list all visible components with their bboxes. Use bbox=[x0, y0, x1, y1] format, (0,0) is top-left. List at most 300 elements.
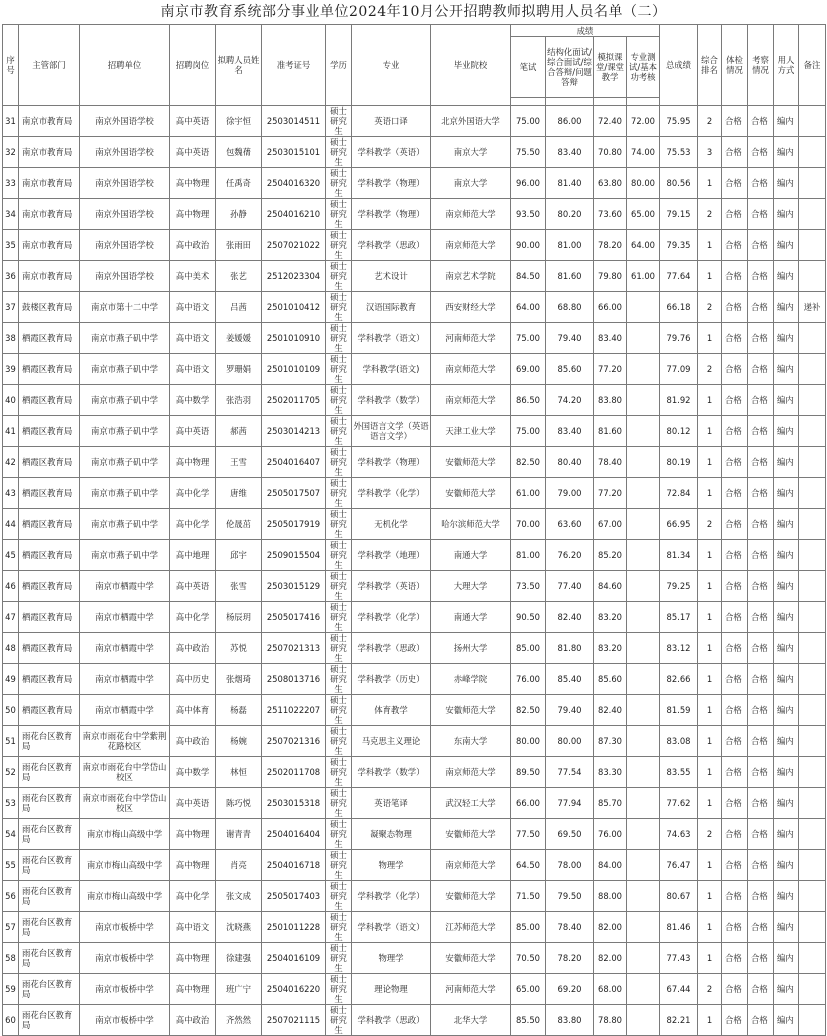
cell-structured: 79.40 bbox=[546, 323, 594, 354]
cell-structured: 76.20 bbox=[546, 540, 594, 571]
cell-post: 高中物理 bbox=[170, 819, 216, 850]
cell-rank: 1 bbox=[698, 261, 722, 292]
table-row bbox=[3, 261, 826, 292]
header-dept: 主管部门 bbox=[19, 25, 80, 106]
cell-structured: 79.50 bbox=[546, 881, 594, 912]
cell-ticket: 2504016109 bbox=[262, 943, 326, 974]
cell-school: 南京师范大学 bbox=[431, 354, 511, 385]
cell-inspect: 合格 bbox=[748, 726, 774, 757]
cell-school: 安徽师范大学 bbox=[431, 881, 511, 912]
cell-rank: 1 bbox=[698, 633, 722, 664]
cell-skill bbox=[627, 695, 660, 726]
cell-name: 张烟琦 bbox=[216, 664, 262, 695]
cell-physical: 合格 bbox=[722, 1005, 748, 1036]
table-row bbox=[3, 788, 826, 819]
cell-rank: 1 bbox=[698, 881, 722, 912]
cell-edu: 硕士研究生 bbox=[326, 726, 352, 757]
cell-structured: 79.40 bbox=[546, 695, 594, 726]
cell-name: 班广宁 bbox=[216, 974, 262, 1005]
cell-inspect: 合格 bbox=[748, 292, 774, 323]
cell-name: 杨磊 bbox=[216, 695, 262, 726]
cell-skill: 74.00 bbox=[627, 137, 660, 168]
cell-name: 任禹奇 bbox=[216, 168, 262, 199]
cell-rank: 2 bbox=[698, 974, 722, 1005]
cell-name: 姜媛媛 bbox=[216, 323, 262, 354]
cell-dept: 雨花台区教育局 bbox=[19, 850, 80, 881]
cell-hire: 编内 bbox=[774, 664, 799, 695]
cell-ticket: 2503014511 bbox=[262, 106, 326, 137]
cell-ticket: 2503014213 bbox=[262, 416, 326, 447]
cell-major: 学科教学（思政） bbox=[352, 633, 431, 664]
header-seq: 序号 bbox=[3, 25, 19, 106]
cell-school: 西安财经大学 bbox=[431, 292, 511, 323]
cell-dept: 南京市教育局 bbox=[19, 199, 80, 230]
cell-physical: 合格 bbox=[722, 168, 748, 199]
cell-remark bbox=[799, 912, 826, 943]
cell-remark bbox=[799, 447, 826, 478]
cell-hire: 编内 bbox=[774, 478, 799, 509]
cell-structured: 68.80 bbox=[546, 292, 594, 323]
cell-seq: 52 bbox=[3, 757, 19, 788]
cell-physical: 合格 bbox=[722, 416, 748, 447]
cell-unit: 南京市栖霞中学 bbox=[80, 571, 170, 602]
cell-post: 高中语文 bbox=[170, 912, 216, 943]
cell-seq: 44 bbox=[3, 509, 19, 540]
cell-major: 学科教学（化学） bbox=[352, 478, 431, 509]
cell-name: 王雪 bbox=[216, 447, 262, 478]
cell-dept: 雨花台区教育局 bbox=[19, 974, 80, 1005]
cell-school: 天津工业大学 bbox=[431, 416, 511, 447]
cell-school: 安徽师范大学 bbox=[431, 447, 511, 478]
cell-remark bbox=[799, 509, 826, 540]
cell-total: 79.76 bbox=[660, 323, 698, 354]
cell-school: 南京师范大学 bbox=[431, 199, 511, 230]
cell-inspect: 合格 bbox=[748, 447, 774, 478]
cell-unit: 南京市栖霞中学 bbox=[80, 695, 170, 726]
cell-name: 肖亮 bbox=[216, 850, 262, 881]
cell-dept: 南京市教育局 bbox=[19, 137, 80, 168]
cell-ticket: 2503015101 bbox=[262, 137, 326, 168]
cell-physical: 合格 bbox=[722, 788, 748, 819]
cell-rank: 2 bbox=[698, 106, 722, 137]
cell-post: 高中语文 bbox=[170, 323, 216, 354]
cell-edu: 硕士研究生 bbox=[326, 478, 352, 509]
cell-total: 81.92 bbox=[660, 385, 698, 416]
cell-edu: 硕士研究生 bbox=[326, 447, 352, 478]
cell-major: 学科教学（英语） bbox=[352, 137, 431, 168]
cell-written: 81.00 bbox=[511, 540, 546, 571]
cell-hire: 编内 bbox=[774, 540, 799, 571]
cell-unit: 南京市板桥中学 bbox=[80, 943, 170, 974]
cell-name: 张浩羽 bbox=[216, 385, 262, 416]
cell-skill bbox=[627, 540, 660, 571]
header-skill: 专业测试/基本功考核 bbox=[627, 37, 660, 98]
cell-post: 高中化学 bbox=[170, 509, 216, 540]
cell-hire: 编内 bbox=[774, 757, 799, 788]
cell-edu: 硕士研究生 bbox=[326, 1005, 352, 1036]
cell-school: 武汉轻工大学 bbox=[431, 788, 511, 819]
cell-physical: 合格 bbox=[722, 447, 748, 478]
cell-written: 70.50 bbox=[511, 943, 546, 974]
cell-hire: 编内 bbox=[774, 633, 799, 664]
cell-written: 82.50 bbox=[511, 447, 546, 478]
cell-dept: 南京市教育局 bbox=[19, 261, 80, 292]
cell-ticket: 2502011705 bbox=[262, 385, 326, 416]
cell-skill bbox=[627, 354, 660, 385]
cell-skill bbox=[627, 912, 660, 943]
cell-ticket: 2503015318 bbox=[262, 788, 326, 819]
cell-ticket: 2508013716 bbox=[262, 664, 326, 695]
cell-structured: 78.00 bbox=[546, 850, 594, 881]
cell-unit: 南京市燕子矶中学 bbox=[80, 354, 170, 385]
cell-ticket: 2502011708 bbox=[262, 757, 326, 788]
cell-written: 86.50 bbox=[511, 385, 546, 416]
cell-major: 物理学 bbox=[352, 943, 431, 974]
cell-major: 艺术设计 bbox=[352, 261, 431, 292]
cell-rank: 1 bbox=[698, 1005, 722, 1036]
cell-seq: 39 bbox=[3, 354, 19, 385]
table-row bbox=[3, 292, 826, 323]
cell-edu: 硕士研究生 bbox=[326, 943, 352, 974]
cell-mock: 85.20 bbox=[594, 540, 627, 571]
cell-inspect: 合格 bbox=[748, 137, 774, 168]
header-unit: 招聘单位 bbox=[80, 25, 170, 106]
cell-inspect: 合格 bbox=[748, 509, 774, 540]
cell-skill: 61.00 bbox=[627, 261, 660, 292]
cell-ticket: 2505017507 bbox=[262, 478, 326, 509]
cell-skill bbox=[627, 664, 660, 695]
cell-physical: 合格 bbox=[722, 540, 748, 571]
cell-school: 江苏师范大学 bbox=[431, 912, 511, 943]
cell-dept: 栖霞区教育局 bbox=[19, 323, 80, 354]
header-mock: 模拟课堂/课堂教学 bbox=[594, 37, 627, 98]
cell-written: 75.00 bbox=[511, 323, 546, 354]
cell-name: 郝茜 bbox=[216, 416, 262, 447]
cell-post: 高中化学 bbox=[170, 602, 216, 633]
cell-total: 79.25 bbox=[660, 571, 698, 602]
table-row bbox=[3, 137, 826, 168]
cell-school: 哈尔滨师范大学 bbox=[431, 509, 511, 540]
cell-hire: 编内 bbox=[774, 788, 799, 819]
cell-name: 陈巧悦 bbox=[216, 788, 262, 819]
cell-mock: 82.00 bbox=[594, 943, 627, 974]
table-row bbox=[3, 447, 826, 478]
cell-dept: 雨花台区教育局 bbox=[19, 1005, 80, 1036]
cell-rank: 3 bbox=[698, 137, 722, 168]
table-row bbox=[3, 385, 826, 416]
cell-school: 南京大学 bbox=[431, 137, 511, 168]
cell-written: 96.00 bbox=[511, 168, 546, 199]
cell-seq: 37 bbox=[3, 292, 19, 323]
cell-physical: 合格 bbox=[722, 354, 748, 385]
cell-unit: 南京市板桥中学 bbox=[80, 912, 170, 943]
cell-dept: 栖霞区教育局 bbox=[19, 602, 80, 633]
cell-unit: 南京市板桥中学 bbox=[80, 974, 170, 1005]
cell-edu: 硕士研究生 bbox=[326, 788, 352, 819]
cell-skill bbox=[627, 509, 660, 540]
cell-hire: 编内 bbox=[774, 447, 799, 478]
cell-major: 学科教学（物理） bbox=[352, 199, 431, 230]
cell-unit: 南京外国语学校 bbox=[80, 261, 170, 292]
cell-hire: 编内 bbox=[774, 261, 799, 292]
cell-dept: 栖霞区教育局 bbox=[19, 540, 80, 571]
cell-written: 77.50 bbox=[511, 819, 546, 850]
cell-major: 学科教学(语文) bbox=[352, 354, 431, 385]
cell-mock: 72.40 bbox=[594, 106, 627, 137]
cell-mock: 77.20 bbox=[594, 478, 627, 509]
cell-remark bbox=[799, 478, 826, 509]
cell-written: 66.00 bbox=[511, 788, 546, 819]
cell-written: 90.50 bbox=[511, 602, 546, 633]
cell-mock: 63.80 bbox=[594, 168, 627, 199]
cell-remark bbox=[799, 540, 826, 571]
cell-physical: 合格 bbox=[722, 385, 748, 416]
cell-name: 沈晓燕 bbox=[216, 912, 262, 943]
cell-rank: 1 bbox=[698, 168, 722, 199]
cell-remark bbox=[799, 695, 826, 726]
cell-seq: 60 bbox=[3, 1005, 19, 1036]
cell-name: 张文成 bbox=[216, 881, 262, 912]
cell-physical: 合格 bbox=[722, 199, 748, 230]
cell-school: 南京大学 bbox=[431, 168, 511, 199]
cell-ticket: 2505017416 bbox=[262, 602, 326, 633]
cell-name: 罗珊娟 bbox=[216, 354, 262, 385]
table-row bbox=[3, 354, 826, 385]
header-rank: 综合排名 bbox=[698, 25, 722, 106]
cell-dept: 栖霞区教育局 bbox=[19, 633, 80, 664]
cell-total: 82.21 bbox=[660, 1005, 698, 1036]
cell-written: 75.50 bbox=[511, 137, 546, 168]
cell-major: 汉语国际教育 bbox=[352, 292, 431, 323]
cell-major: 学科教学（化学） bbox=[352, 602, 431, 633]
cell-skill bbox=[627, 478, 660, 509]
cell-edu: 硕士研究生 bbox=[326, 757, 352, 788]
cell-physical: 合格 bbox=[722, 881, 748, 912]
cell-hire: 编内 bbox=[774, 137, 799, 168]
cell-inspect: 合格 bbox=[748, 602, 774, 633]
cell-ticket: 2504016220 bbox=[262, 974, 326, 1005]
cell-hire: 编内 bbox=[774, 974, 799, 1005]
cell-school: 东南大学 bbox=[431, 726, 511, 757]
cell-unit: 南京市梅山高级中学 bbox=[80, 819, 170, 850]
cell-post: 高中地理 bbox=[170, 540, 216, 571]
cell-written: 61.00 bbox=[511, 478, 546, 509]
cell-rank: 1 bbox=[698, 788, 722, 819]
cell-seq: 45 bbox=[3, 540, 19, 571]
cell-structured: 81.80 bbox=[546, 633, 594, 664]
cell-written: 69.00 bbox=[511, 354, 546, 385]
table-row bbox=[3, 726, 826, 757]
cell-physical: 合格 bbox=[722, 974, 748, 1005]
cell-edu: 硕士研究生 bbox=[326, 664, 352, 695]
cell-name: 孙静 bbox=[216, 199, 262, 230]
cell-remark bbox=[799, 1005, 826, 1036]
header-inspect: 考察情况 bbox=[748, 25, 774, 106]
cell-rank: 1 bbox=[698, 478, 722, 509]
cell-structured: 83.40 bbox=[546, 137, 594, 168]
cell-unit: 南京市燕子矶中学 bbox=[80, 385, 170, 416]
cell-structured: 80.00 bbox=[546, 726, 594, 757]
cell-mock: 82.00 bbox=[594, 912, 627, 943]
cell-hire: 编内 bbox=[774, 881, 799, 912]
cell-total: 80.12 bbox=[660, 416, 698, 447]
cell-total: 81.59 bbox=[660, 695, 698, 726]
cell-ticket: 2507021316 bbox=[262, 726, 326, 757]
cell-mock: 83.20 bbox=[594, 602, 627, 633]
cell-post: 高中数学 bbox=[170, 757, 216, 788]
cell-written: 85.50 bbox=[511, 1005, 546, 1036]
cell-total: 82.66 bbox=[660, 664, 698, 695]
cell-hire: 编内 bbox=[774, 106, 799, 137]
cell-seq: 38 bbox=[3, 323, 19, 354]
cell-edu: 硕士研究生 bbox=[326, 695, 352, 726]
header-hire: 用人方式 bbox=[774, 25, 799, 106]
cell-skill bbox=[627, 292, 660, 323]
cell-ticket: 2501010412 bbox=[262, 292, 326, 323]
cell-physical: 合格 bbox=[722, 230, 748, 261]
cell-seq: 57 bbox=[3, 912, 19, 943]
cell-written: 64.50 bbox=[511, 850, 546, 881]
cell-seq: 41 bbox=[3, 416, 19, 447]
cell-major: 外国语言文学（英语语言文学） bbox=[352, 416, 431, 447]
cell-total: 74.63 bbox=[660, 819, 698, 850]
cell-major: 学科教学（数学） bbox=[352, 757, 431, 788]
cell-post: 高中英语 bbox=[170, 416, 216, 447]
cell-skill bbox=[627, 943, 660, 974]
cell-hire: 编内 bbox=[774, 168, 799, 199]
table-row bbox=[3, 199, 826, 230]
cell-skill: 72.00 bbox=[627, 106, 660, 137]
cell-seq: 55 bbox=[3, 850, 19, 881]
cell-unit: 南京市栖霞中学 bbox=[80, 602, 170, 633]
cell-name: 谢青青 bbox=[216, 819, 262, 850]
cell-rank: 1 bbox=[698, 416, 722, 447]
cell-physical: 合格 bbox=[722, 819, 748, 850]
cell-total: 66.18 bbox=[660, 292, 698, 323]
table-row bbox=[3, 1005, 826, 1036]
cell-name: 徐建强 bbox=[216, 943, 262, 974]
table-row bbox=[3, 602, 826, 633]
cell-mock: 83.30 bbox=[594, 757, 627, 788]
cell-edu: 硕士研究生 bbox=[326, 385, 352, 416]
cell-rank: 1 bbox=[698, 943, 722, 974]
table-row bbox=[3, 819, 826, 850]
cell-remark bbox=[799, 602, 826, 633]
cell-inspect: 合格 bbox=[748, 850, 774, 881]
cell-structured: 74.20 bbox=[546, 385, 594, 416]
cell-dept: 雨花台区教育局 bbox=[19, 788, 80, 819]
cell-dept: 栖霞区教育局 bbox=[19, 416, 80, 447]
cell-hire: 编内 bbox=[774, 1005, 799, 1036]
cell-structured: 81.00 bbox=[546, 230, 594, 261]
cell-physical: 合格 bbox=[722, 664, 748, 695]
cell-hire: 编内 bbox=[774, 416, 799, 447]
cell-total: 66.95 bbox=[660, 509, 698, 540]
cell-structured: 83.80 bbox=[546, 1005, 594, 1036]
cell-ticket: 2505017919 bbox=[262, 509, 326, 540]
cell-seq: 46 bbox=[3, 571, 19, 602]
cell-inspect: 合格 bbox=[748, 943, 774, 974]
cell-edu: 硕士研究生 bbox=[326, 881, 352, 912]
cell-physical: 合格 bbox=[722, 602, 748, 633]
cell-unit: 南京市板桥中学 bbox=[80, 1005, 170, 1036]
cell-hire: 编内 bbox=[774, 912, 799, 943]
cell-major: 无机化学 bbox=[352, 509, 431, 540]
cell-major: 学科教学（地理） bbox=[352, 540, 431, 571]
cell-written: 73.50 bbox=[511, 571, 546, 602]
cell-unit: 南京市燕子矶中学 bbox=[80, 416, 170, 447]
cell-unit: 南京市燕子矶中学 bbox=[80, 323, 170, 354]
cell-post: 高中英语 bbox=[170, 106, 216, 137]
cell-ticket: 2507021022 bbox=[262, 230, 326, 261]
cell-physical: 合格 bbox=[722, 633, 748, 664]
table-row bbox=[3, 974, 826, 1005]
cell-post: 高中政治 bbox=[170, 230, 216, 261]
cell-inspect: 合格 bbox=[748, 416, 774, 447]
cell-structured: 83.40 bbox=[546, 416, 594, 447]
cell-dept: 雨花台区教育局 bbox=[19, 819, 80, 850]
cell-edu: 硕士研究生 bbox=[326, 416, 352, 447]
header-post: 招聘岗位 bbox=[170, 25, 216, 106]
cell-post: 高中物理 bbox=[170, 199, 216, 230]
table-row bbox=[3, 106, 826, 137]
cell-skill bbox=[627, 788, 660, 819]
cell-major: 英语口译 bbox=[352, 106, 431, 137]
cell-remark bbox=[799, 416, 826, 447]
cell-unit: 南京市雨花台中学岱山校区 bbox=[80, 757, 170, 788]
cell-rank: 1 bbox=[698, 602, 722, 633]
cell-dept: 栖霞区教育局 bbox=[19, 447, 80, 478]
cell-school: 安徽师范大学 bbox=[431, 943, 511, 974]
cell-rank: 2 bbox=[698, 199, 722, 230]
cell-hire: 编内 bbox=[774, 354, 799, 385]
cell-dept: 栖霞区教育局 bbox=[19, 509, 80, 540]
cell-seq: 32 bbox=[3, 137, 19, 168]
cell-major: 马克思主义理论 bbox=[352, 726, 431, 757]
cell-skill bbox=[627, 571, 660, 602]
cell-mock: 87.30 bbox=[594, 726, 627, 757]
table-row bbox=[3, 695, 826, 726]
cell-remark bbox=[799, 199, 826, 230]
cell-rank: 1 bbox=[698, 726, 722, 757]
cell-seq: 35 bbox=[3, 230, 19, 261]
cell-skill: 65.00 bbox=[627, 199, 660, 230]
cell-hire: 编内 bbox=[774, 509, 799, 540]
cell-inspect: 合格 bbox=[748, 1005, 774, 1036]
cell-post: 高中英语 bbox=[170, 571, 216, 602]
cell-physical: 合格 bbox=[722, 571, 748, 602]
cell-dept: 雨花台区教育局 bbox=[19, 757, 80, 788]
cell-mock: 78.40 bbox=[594, 447, 627, 478]
cell-name: 苏悦 bbox=[216, 633, 262, 664]
cell-structured: 86.00 bbox=[546, 106, 594, 137]
cell-remark bbox=[799, 106, 826, 137]
table-row bbox=[3, 571, 826, 602]
cell-remark bbox=[799, 137, 826, 168]
cell-total: 67.44 bbox=[660, 974, 698, 1005]
cell-seq: 54 bbox=[3, 819, 19, 850]
cell-skill bbox=[627, 819, 660, 850]
header-ticket: 准考证号 bbox=[262, 25, 326, 106]
cell-major: 学科教学（历史） bbox=[352, 664, 431, 695]
cell-hire: 编内 bbox=[774, 230, 799, 261]
cell-dept: 雨花台区教育局 bbox=[19, 912, 80, 943]
cell-post: 高中物理 bbox=[170, 168, 216, 199]
cell-remark bbox=[799, 571, 826, 602]
cell-mock: 70.80 bbox=[594, 137, 627, 168]
table-row bbox=[3, 633, 826, 664]
cell-unit: 南京市梅山高级中学 bbox=[80, 850, 170, 881]
